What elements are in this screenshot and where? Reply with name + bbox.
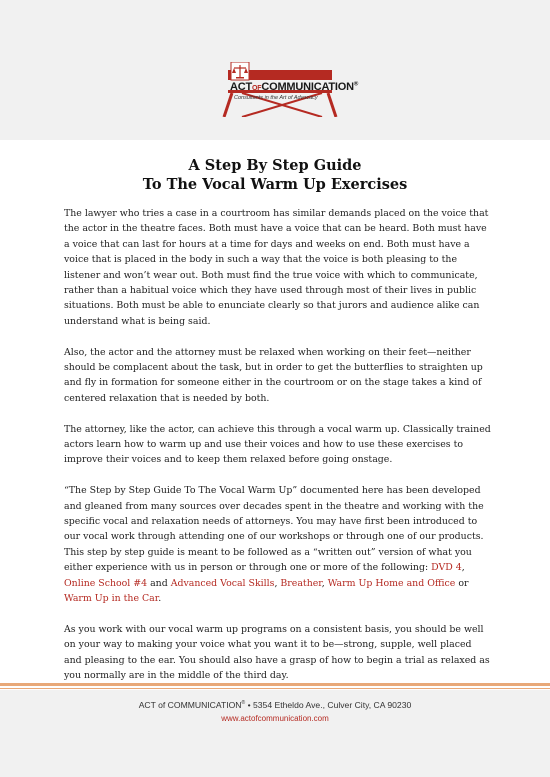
logo-tagline: Consultants in the Art of Advocacy <box>234 95 318 101</box>
link-online-school[interactable]: Online School #4 <box>64 577 148 589</box>
page-title <box>0 156 550 194</box>
title-line-1: A Step By Step Guide <box>188 157 362 174</box>
paragraph-2: Also, the actor and the attorney must be relaxed when working on their feet—neither should be complacent about the task, but in order to get the butterflies to straighten up and fly in formation for someone either in the courtroom or on the stage takes a kind of centered relaxation that is needed by both. <box>64 346 483 404</box>
company-logo <box>202 62 359 117</box>
logo-wordmark: ACTOFCOMMUNICATION® <box>230 81 359 93</box>
link-advanced-vocal-skills[interactable]: Advanced Vocal Skills <box>170 577 275 589</box>
link-warm-up-car[interactable]: Warm Up in the Car <box>64 593 159 605</box>
paragraph-4: “The Step by Step Guide To The Vocal Warm Up” documented here has been developed and gleaned from many sources over decades spent in the theatre and working with the specific vocal and relaxation needs of attorneys. You may have first been introduced to our vocal work through attending one of our workshops or through one of our products. This step by step guide is meant to be followed as a “written out” version of what you either experience with us in person or through one or more of the following: DVD 4, Online School #4 and Advanced Vocal Skills, Breather, Warm Up Home and Office or Warm Up in the Car. <box>64 485 484 605</box>
article-body <box>64 206 492 699</box>
link-breather[interactable]: Breather <box>280 577 322 589</box>
link-dvd-4[interactable]: DVD 4 <box>431 562 462 574</box>
title-line-2: To The Vocal Warm Up Exercises <box>142 176 408 193</box>
footer-address: ACT of COMMUNICATION® • 5354 Etheldo Ave., Culver City, CA 90230 <box>138 700 412 710</box>
link-warm-up-home-office[interactable]: Warm Up Home and Office <box>327 577 456 589</box>
footer-website-link[interactable]: www.actofcommunication.com <box>221 714 329 723</box>
paragraph-5: As you work with our vocal warm up programs on a consistent basis, you should be well on your way to making your voice what you want it to be—strong, supple, well placed and pleasing to the ear. You should also have a grasp of how to begin a trial as relaxed as you normally are in the middle of the third day. <box>64 623 490 682</box>
footer-divider-thin <box>0 688 550 689</box>
footer-divider <box>0 683 550 686</box>
paragraph-1: The lawyer who tries a case in a courtroom has similar demands placed on the voice that the actor in the theatre faces. Both must have a voice that can be heard. Both must have a voice that can last for hours at a time for days and weeks on end. Both must have a voice that is placed in the body in such a way that the voice is both pleasing to the listener and won’t wear out. Both must find the true voice with which to communicate, rather than a habitual voice which they have used through most of their lives in public situations. Both must be able to enunciate clearly so that jurors and audience alike can understand what is being said. <box>64 208 489 327</box>
paragraph-3: The attorney, like the actor, can achieve this through a vocal warm up. Classically trained actors learn how to warm up and use their voices and how to use these exercises to improve their voices and to keep them relaxed before going onstage. <box>64 423 491 466</box>
